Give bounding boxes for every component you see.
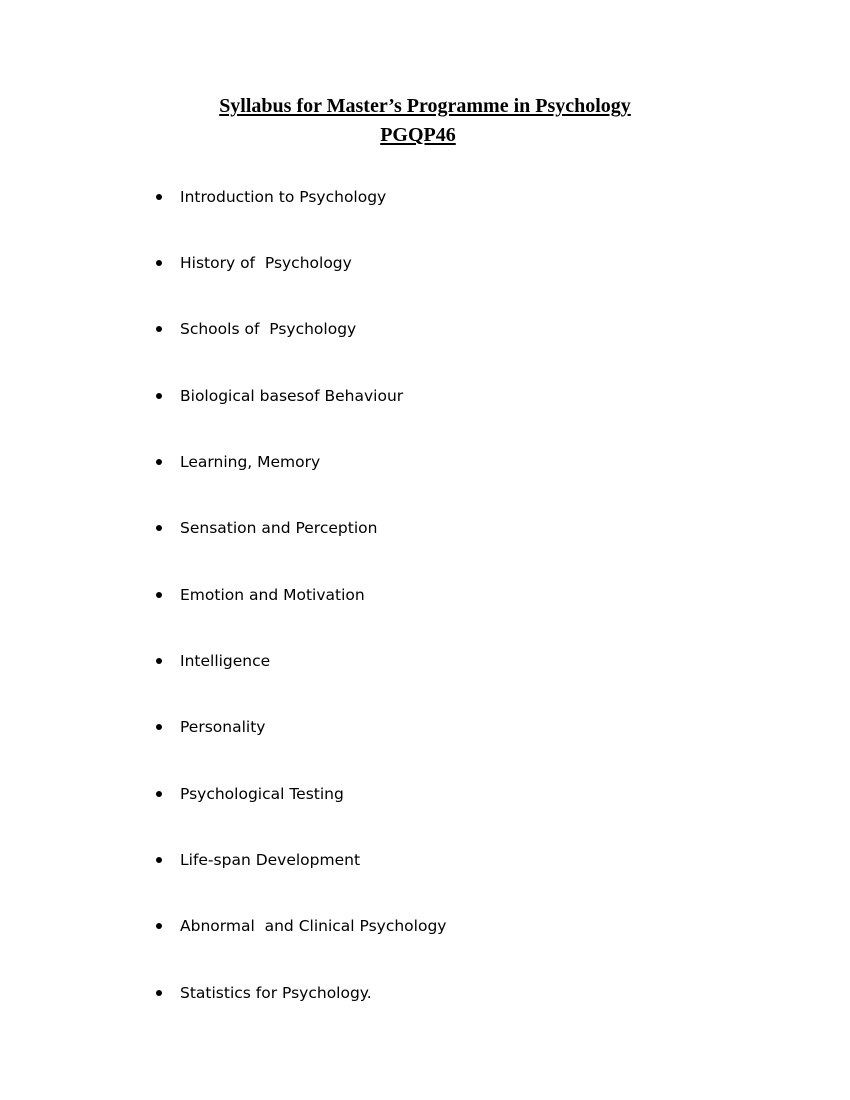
topic-label: Schools of Psychology xyxy=(180,320,357,338)
list-item xyxy=(156,914,656,938)
list-item xyxy=(156,848,656,872)
topic-label: Life-span Development xyxy=(180,851,361,869)
list-item xyxy=(156,516,656,540)
topic-label: Sensation and Perception xyxy=(180,519,378,537)
bullet-icon xyxy=(156,923,162,929)
bullet-icon xyxy=(156,194,162,200)
topic-label: History of Psychology xyxy=(180,254,352,272)
list-item xyxy=(156,782,656,806)
topic-label: Intelligence xyxy=(180,652,271,670)
list-item xyxy=(156,715,656,739)
bullet-icon xyxy=(156,724,162,730)
list-item xyxy=(156,450,656,474)
bullet-icon xyxy=(156,525,162,531)
bullet-icon xyxy=(156,260,162,266)
bullet-icon xyxy=(156,459,162,465)
topic-label: Emotion and Motivation xyxy=(180,586,365,604)
topic-label: Psychological Testing xyxy=(180,785,344,803)
programme-code: PGQP46 xyxy=(380,124,456,146)
document-title: Syllabus for Master’s Programme in Psychology xyxy=(219,95,631,117)
list-item xyxy=(156,384,656,408)
bullet-icon xyxy=(156,658,162,664)
topic-label: Biological basesof Behaviour xyxy=(180,387,404,405)
list-item xyxy=(156,185,656,209)
bullet-icon xyxy=(156,393,162,399)
topic-label: Personality xyxy=(180,718,266,736)
list-item xyxy=(156,981,656,1005)
list-item xyxy=(156,649,656,673)
bullet-icon xyxy=(156,857,162,863)
bullet-icon xyxy=(156,326,162,332)
bullet-icon xyxy=(156,791,162,797)
list-item xyxy=(156,583,656,607)
topic-label: Learning, Memory xyxy=(180,453,321,471)
topic-label: Statistics for Psychology. xyxy=(180,984,372,1002)
list-item xyxy=(156,317,656,341)
topic-label: Introduction to Psychology xyxy=(180,188,387,206)
list-item xyxy=(156,251,656,275)
bullet-icon xyxy=(156,990,162,996)
topic-label: Abnormal and Clinical Psychology xyxy=(180,917,447,935)
bullet-icon xyxy=(156,592,162,598)
